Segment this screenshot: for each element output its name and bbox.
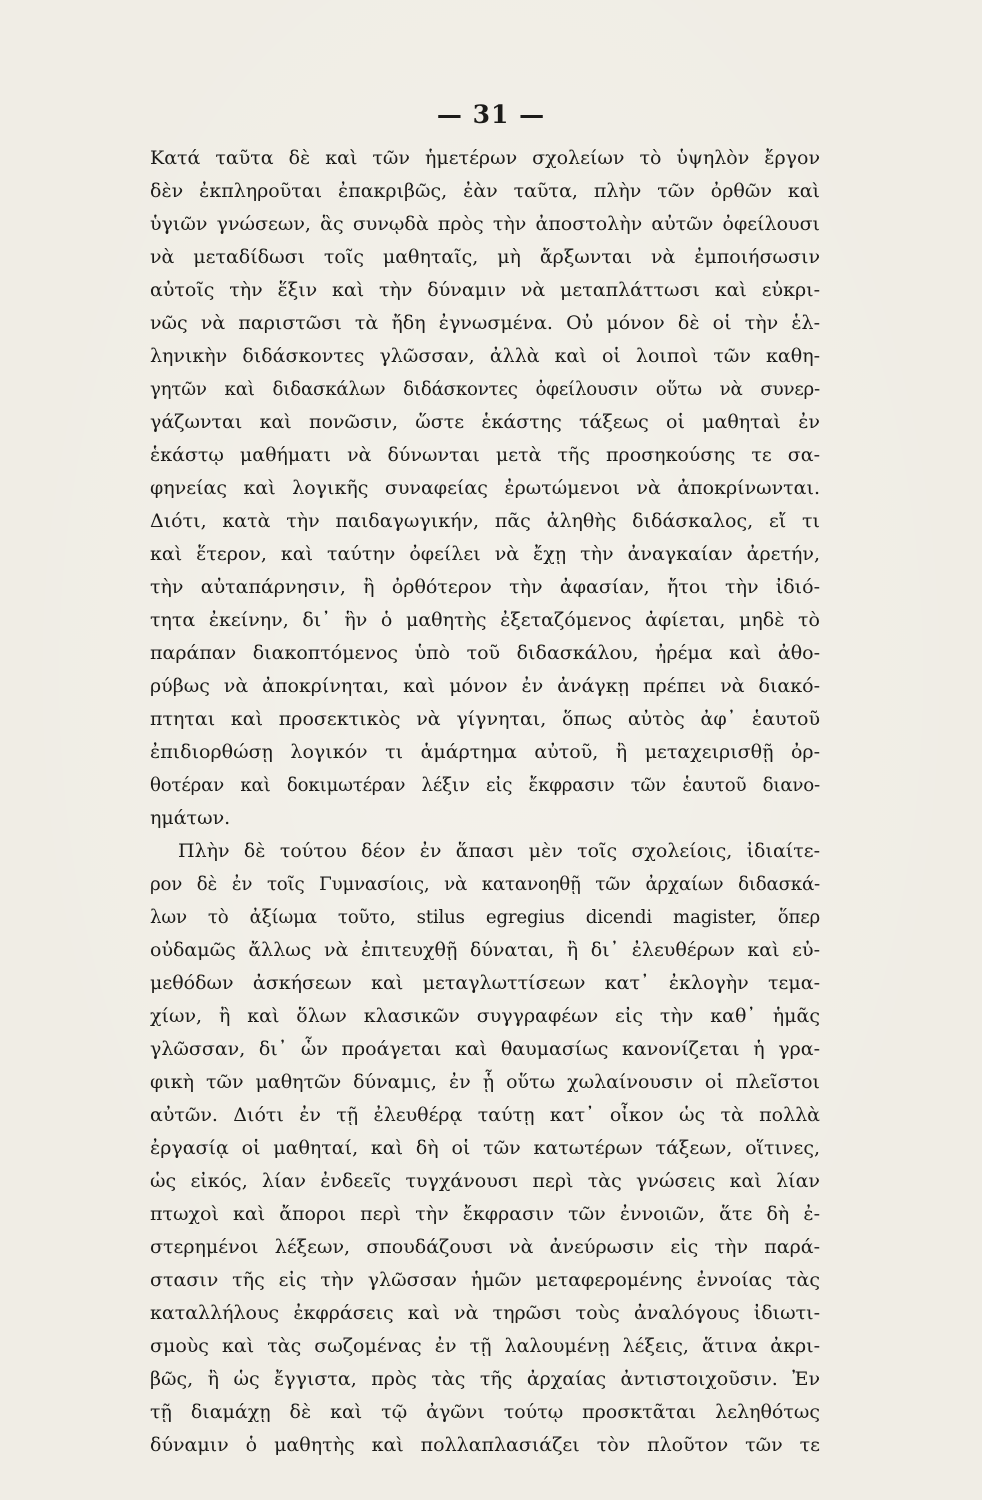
text-line: ληνικὴν διδάσκοντες γλῶσσαν, ἀλλὰ καὶ οἱ λοιποὶ τῶν καθη- — [150, 345, 820, 367]
text-line: βῶς, ἢ ὡς ἔγγιστα, πρὸς τὰς τῆς ἀρχαίας ἀντιστοιχοῦσιν. Ἐν — [150, 1368, 820, 1390]
text-line: ρον δὲ ἐν τοῖς Γυμνασίοις, νὰ κατανοηθῇ τῶν ἀρχαίων διδασκά- — [150, 874, 820, 895]
text-line: χίων, ἢ καὶ ὅλων κλασικῶν συγγραφέων εἰς τὴν καθ᾽ ἡμᾶς — [150, 1005, 820, 1027]
text-line: οὐδαμῶς ἄλλως νὰ ἐπιτευχθῇ δύναται, ἢ δι᾽ ἐλευθέρων καὶ εὐ- — [150, 939, 820, 961]
text-line: γλῶσσαν, δι᾽ ὧν προάγεται καὶ θαυμασίως κανονίζεται ἡ γρα- — [150, 1038, 820, 1060]
text-line: πτωχοὶ καὶ ἄποροι περὶ τὴν ἔκφρασιν τῶν ἐννοιῶν, ἅτε δὴ ἐ- — [150, 1203, 820, 1225]
text-line: καὶ ἕτερον, καὶ ταύτην ὀφείλει νὰ ἔχῃ τὴν ἀναγκαίαν ἀρετήν, — [150, 543, 820, 565]
text-line: τητα ἐκείνην, δι᾽ ἣν ὁ μαθητὴς ἐξεταζόμενος ἀφίεται, μηδὲ τὸ — [150, 609, 820, 631]
text-line: Κατά ταῦτα δὲ καὶ τῶν ἡμετέρων σχολείων τὸ ὑψηλὸν ἔργον — [150, 147, 820, 169]
body-text — [150, 142, 820, 1462]
paragraph-start-line: Πλὴν δὲ τούτου δέον ἐν ἅπασι μὲν τοῖς σχολείοις, ἰδιαίτε- — [178, 840, 820, 862]
text-line: παράπαν διακοπτόμενος ὑπὸ τοῦ διδασκάλου, ἠρέμα καὶ ἀθο- — [150, 642, 820, 664]
text-line: ημάτων. — [150, 807, 231, 829]
text-line: φηνείας καὶ λογικῆς συναφείας ἐρωτώμενοι νὰ ἀποκρίνωνται. — [150, 477, 820, 499]
text-line: θοτέραν καὶ δοκιμωτέραν λέξιν εἰς ἔκφρασιν τῶν ἑαυτοῦ διανο- — [150, 775, 820, 796]
text-line: τῇ διαμάχῃ δὲ καὶ τῷ ἀγῶνι τούτῳ προσκτᾶται λεληθότως — [150, 1401, 820, 1423]
text-line: τὴν αὐταπάρνησιν, ἢ ὀρθότερον τὴν ἀφασίαν, ἤτοι τὴν ἰδιό- — [150, 576, 820, 598]
text-line: αὐτῶν. Διότι ἐν τῇ ἐλευθέρᾳ ταύτῃ κατ᾽ οἶκον ὡς τὰ πολλὰ — [150, 1104, 820, 1126]
text-line: μεθόδων ἀσκήσεων καὶ μεταγλωττίσεων κατ᾽ ἐκλογὴν τεμα- — [150, 972, 820, 994]
text-line: ὑγιῶν γνώσεων, ἃς συνῳδὰ πρὸς τὴν ἀποστολὴν αὐτῶν ὀφείλουσι — [150, 213, 820, 235]
text-line: γητῶν καὶ διδασκάλων διδάσκοντες ὀφείλουσιν οὕτω νὰ συνερ- — [150, 379, 820, 400]
text-line: καταλλήλους ἐκφράσεις καὶ νὰ τηρῶσι τοὺς ἀναλόγους ἰδιωτι- — [150, 1302, 820, 1324]
text-line: ἑκάστῳ μαθήματι νὰ δύνωνται μετὰ τῆς προσηκούσης τε σα- — [150, 444, 820, 466]
text-line: στερημένοι λέξεων, σπουδάζουσι νὰ ἀνεύρωσιν εἰς τὴν παρά- — [150, 1236, 820, 1258]
text-line: πτηται καὶ προσεκτικὸς νὰ γίγνηται, ὅπως αὐτὸς ἀφ᾽ ἑαυτοῦ — [150, 708, 820, 730]
text-line: λων τὸ ἀξίωμα τοῦτο, stilus egregius dicendi magister, ὅπερ — [150, 907, 820, 928]
text-line: δὲν ἐκπληροῦται ἐπακριβῶς, ἐὰν ταῦτα, πλὴν τῶν ὀρθῶν καὶ — [150, 180, 820, 202]
text-line: ἐπιδιορθώσῃ λογικόν τι ἁμάρτημα αὐτοῦ, ἢ μεταχειρισθῇ ὀρ- — [150, 741, 820, 763]
text-line: γάζωνται καὶ πονῶσιν, ὥστε ἑκάστης τάξεως οἱ μαθηταὶ ἐν — [150, 411, 820, 433]
text-line: Διότι, κατὰ τὴν παιδαγωγικήν, πᾶς ἀληθὴς διδάσκαλος, εἴ τι — [150, 510, 820, 532]
text-line: ρύβως νὰ ἀποκρίνηται, καὶ μόνον ἐν ἀνάγκῃ πρέπει νὰ διακό- — [150, 675, 820, 697]
text-line: φικὴ τῶν μαθητῶν δύναμις, ἐν ᾗ οὕτω χωλαίνουσιν οἱ πλεῖστοι — [150, 1071, 820, 1093]
text-line: δύναμιν ὁ μαθητὴς καὶ πολλαπλασιάζει τὸν πλοῦτον τῶν τε — [150, 1434, 820, 1456]
text-line: ἐργασίᾳ οἱ μαθηταί, καὶ δὴ οἱ τῶν κατωτέρων τάξεων, οἵτινες, — [150, 1137, 820, 1159]
text-line: νῶς νὰ παριστῶσι τὰ ἤδη ἐγνωσμένα. Οὐ μόνον δὲ οἱ τὴν ἑλ- — [150, 312, 820, 334]
text-line: ὡς εἰκός, λίαν ἐνδεεῖς τυγχάνουσι περὶ τὰς γνώσεις καὶ λίαν — [150, 1170, 820, 1192]
text-line: σμοὺς καὶ τὰς σωζομένας ἐν τῇ λαλουμένῃ λέξεις, ἅτινα ἀκρι- — [150, 1335, 820, 1357]
text-line: νὰ μεταδίδωσι τοῖς μαθηταῖς, μὴ ἄρξωνται νὰ ἐμποιήσωσιν — [150, 246, 820, 268]
text-line: αὐτοῖς τὴν ἕξιν καὶ τὴν δύναμιν νὰ μεταπλάττωσι καὶ εὐκρι- — [150, 279, 820, 301]
text-line: στασιν τῆς εἰς τὴν γλῶσσαν ἡμῶν μεταφερομένης ἐννοίας τὰς — [150, 1269, 820, 1291]
page-number: — 31 — — [436, 100, 546, 129]
